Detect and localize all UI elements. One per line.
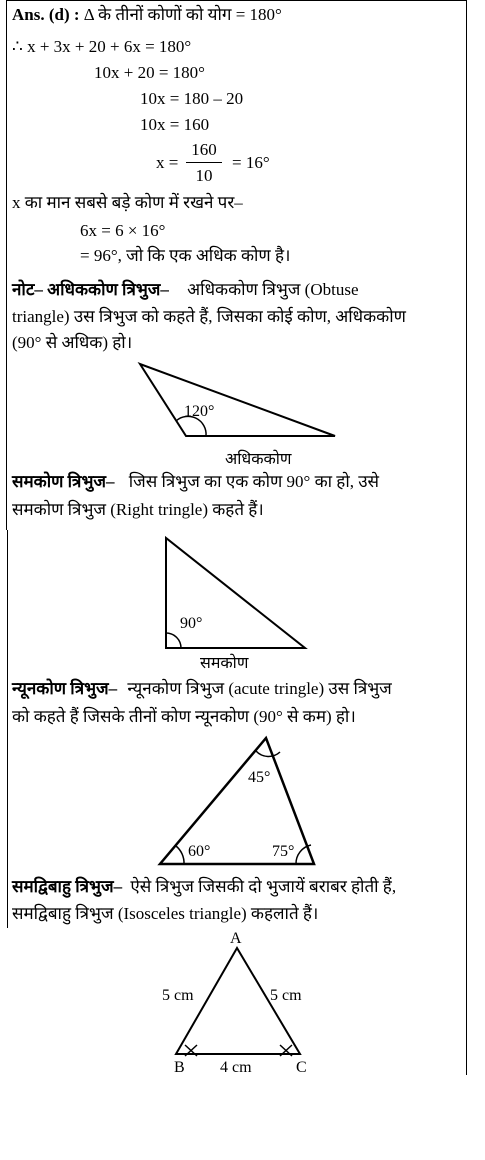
answer-line-9: = 96°, जो कि एक अधिक कोण है। xyxy=(80,246,291,265)
obtuse-line-1 xyxy=(12,279,359,301)
answer-prefix: Ans. (d) : xyxy=(12,5,80,24)
obtuse-line-3: (90° से अधिक) हो। xyxy=(12,333,133,352)
fraction-numerator: 160 xyxy=(191,140,217,159)
right-caption: समकोण xyxy=(200,655,249,672)
isosceles-text-1: ऐसे त्रिभुज जिसकी दो भुजायें बराबर होती हैं, xyxy=(130,877,397,896)
vertex-c-label: C xyxy=(296,1059,307,1076)
answer-text-1: Δ के तीनों कोणों को योग = 180° xyxy=(83,5,282,24)
fraction-rhs: = 16° xyxy=(232,153,270,172)
left-border-top xyxy=(6,0,7,530)
vertex-b-label: B xyxy=(174,1059,185,1076)
right-border-top xyxy=(466,0,467,530)
answer-line-2: ∴ x + 3x + 20 + 6x = 180° xyxy=(12,37,192,56)
fraction-lhs: x = xyxy=(156,153,179,172)
acute-right-angle-label: 75° xyxy=(272,843,295,860)
isosceles-line-1 xyxy=(12,876,396,898)
isosceles-triangle-figure xyxy=(150,928,315,1076)
fraction-denominator: 10 xyxy=(195,166,213,185)
right-angle-label: 90° xyxy=(180,615,203,632)
side-bc-label: 4 cm xyxy=(220,1059,252,1076)
acute-left-arc xyxy=(176,846,184,864)
acute-triangle-figure xyxy=(150,732,330,872)
right-line-2: समकोण त्रिभुज (Right tringle) कहते हैं। xyxy=(12,500,264,519)
acute-text-1: न्यूनकोण त्रिभुज (acute tringle) उस त्रिभुज xyxy=(127,679,392,698)
acute-line-2: को कहते हैं जिसके तीनों कोण न्यूनकोण (90° से कम) हो। xyxy=(12,707,356,726)
right-text-1: जिस त्रिभुज का एक कोण 90° का हो, उसे xyxy=(128,472,380,491)
right-line-1 xyxy=(12,471,379,493)
obtuse-triangle-figure xyxy=(130,358,350,468)
answer-line-7: x का मान सबसे बड़े कोण में रखने पर– xyxy=(12,193,243,212)
obtuse-triangle xyxy=(140,364,335,436)
right-triangle-figure xyxy=(150,530,310,675)
answer-line-1 xyxy=(12,4,282,26)
obtuse-text-1: अधिककोण त्रिभुज (Obtuse xyxy=(187,280,359,299)
right-heading: समकोण त्रिभुज– xyxy=(12,472,115,491)
acute-left-angle-label: 60° xyxy=(188,843,211,860)
side-ac-label: 5 cm xyxy=(270,987,302,1004)
answer-line-3: 10x + 20 = 180° xyxy=(94,63,205,82)
obtuse-line-2: triangle) उस त्रिभुज को कहते हैं, जिसका कोई कोण, अधिककोण xyxy=(12,307,406,326)
side-ab-label: 5 cm xyxy=(162,987,194,1004)
vertex-a-label: A xyxy=(230,930,242,947)
acute-top-angle-label: 45° xyxy=(248,769,271,786)
right-angle-arc xyxy=(166,633,181,648)
acute-top-arc xyxy=(256,751,280,756)
fraction-bar xyxy=(186,162,222,163)
right-border-bottom xyxy=(466,530,467,1075)
top-border xyxy=(6,0,467,1)
isosceles-heading: समद्विबाहु त्रिभुज– xyxy=(12,877,123,896)
isosceles-line-2: समद्विबाहु त्रिभुज (Isosceles triangle) कहलाते हैं। xyxy=(12,904,319,923)
obtuse-heading: नोट– अधिककोण त्रिभुज– xyxy=(12,280,169,299)
answer-line-5: 10x = 160 xyxy=(140,115,210,134)
left-border-bottom xyxy=(7,530,8,928)
answer-line-4: 10x = 180 – 20 xyxy=(140,89,244,108)
acute-line-1 xyxy=(12,678,392,700)
obtuse-caption: अधिककोण xyxy=(225,451,292,468)
obtuse-angle-label: 120° xyxy=(184,403,215,420)
answer-line-8: 6x = 6 × 16° xyxy=(80,221,166,240)
acute-heading: न्यूनकोण त्रिभुज– xyxy=(12,679,118,698)
